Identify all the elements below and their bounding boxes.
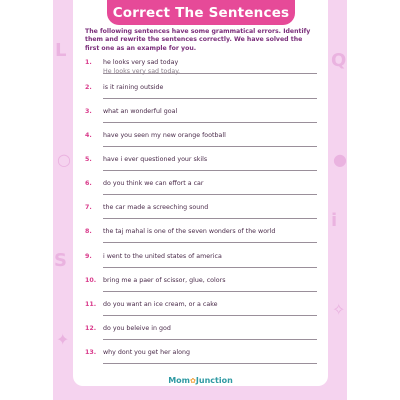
item-number: 10. [85, 277, 97, 284]
item-number: 11. [85, 301, 97, 308]
exercise-item [85, 59, 317, 83]
item-number: 7. [85, 204, 92, 211]
answer-line[interactable] [103, 315, 317, 316]
exercise-item [85, 204, 317, 228]
brand-name-right: Junction [195, 376, 233, 385]
exercise-item [85, 156, 317, 180]
item-number: 5. [85, 156, 92, 163]
answer-line[interactable] [103, 194, 317, 195]
item-sentence: do you beleive in god [103, 325, 171, 332]
item-sentence: i went to the united states of america [103, 253, 222, 260]
item-number: 6. [85, 180, 92, 187]
brand-logo [73, 376, 328, 385]
exercise-item [85, 253, 317, 277]
item-number: 8. [85, 228, 92, 235]
item-sentence: what an wonderful goal [103, 108, 178, 115]
answer-line[interactable] [103, 267, 317, 268]
item-sentence: is it raining outside [103, 84, 164, 91]
title-banner [107, 0, 295, 25]
logo-mark-icon: ✿ [190, 377, 196, 385]
decor-letter-shape: Q [331, 50, 347, 71]
decor-dot-shape: ● [333, 150, 347, 169]
answer-line[interactable] [103, 339, 317, 340]
exercise-item [85, 349, 317, 373]
item-sentence: do you think we can effort a car [103, 180, 204, 187]
brand-name-left: Mom [168, 376, 191, 385]
decor-ring-shape: ○ [57, 150, 71, 169]
answer-line[interactable] [103, 218, 317, 219]
item-number: 13. [85, 349, 97, 356]
answer-line[interactable] [103, 363, 317, 364]
item-number: 4. [85, 132, 92, 139]
exercise-item [85, 84, 317, 108]
exercise-item [85, 301, 317, 325]
answer-line[interactable] [103, 73, 317, 74]
decor-letter-shape: S [54, 250, 67, 271]
decor-star-shape: ✦ [56, 330, 70, 349]
answer-line[interactable] [103, 170, 317, 171]
answer-line[interactable] [103, 242, 317, 243]
decor-letter-shape: L [55, 40, 67, 61]
answer-line[interactable] [103, 291, 317, 292]
item-sentence: bring me a paer of scissor, glue, colors [103, 277, 226, 284]
item-sentence: do you want an ice cream, or a cake [103, 301, 218, 308]
instructions-text: The following sentences have some grammatical errors. Identify them and rewrite the sentences correctly. We have solved the first one as an example for you. [85, 28, 311, 52]
page-title: Correct The Sentences [112, 4, 290, 21]
item-sentence: why dont you get her along [103, 349, 190, 356]
answer-line[interactable] [103, 122, 317, 123]
decor-letter-shape: i [331, 210, 338, 231]
exercise-item [85, 228, 317, 252]
item-sentence: the taj mahal is one of the seven wonders of the world [103, 228, 276, 235]
exercise-item [85, 108, 317, 132]
decor-star-shape: ✧ [332, 300, 346, 319]
item-sentence: have you seen my new orange football [103, 132, 226, 139]
worksheet-paper [73, 0, 328, 386]
exercise-item [85, 180, 317, 204]
exercise-item [85, 325, 317, 349]
exercise-item [85, 132, 317, 156]
item-number: 12. [85, 325, 97, 332]
example-answer: He looks very sad today. [103, 68, 181, 75]
item-number: 3. [85, 108, 92, 115]
item-number: 9. [85, 253, 92, 260]
answer-line[interactable] [103, 98, 317, 99]
item-number: 1. [85, 59, 92, 66]
item-number: 2. [85, 84, 92, 91]
item-sentence: he looks very sad today [103, 59, 179, 66]
exercise-item [85, 277, 317, 301]
worksheet-border [53, 0, 347, 400]
answer-line[interactable] [103, 146, 317, 147]
item-sentence: have i ever questioned your skils [103, 156, 208, 163]
item-sentence: the car made a screeching sound [103, 204, 209, 211]
